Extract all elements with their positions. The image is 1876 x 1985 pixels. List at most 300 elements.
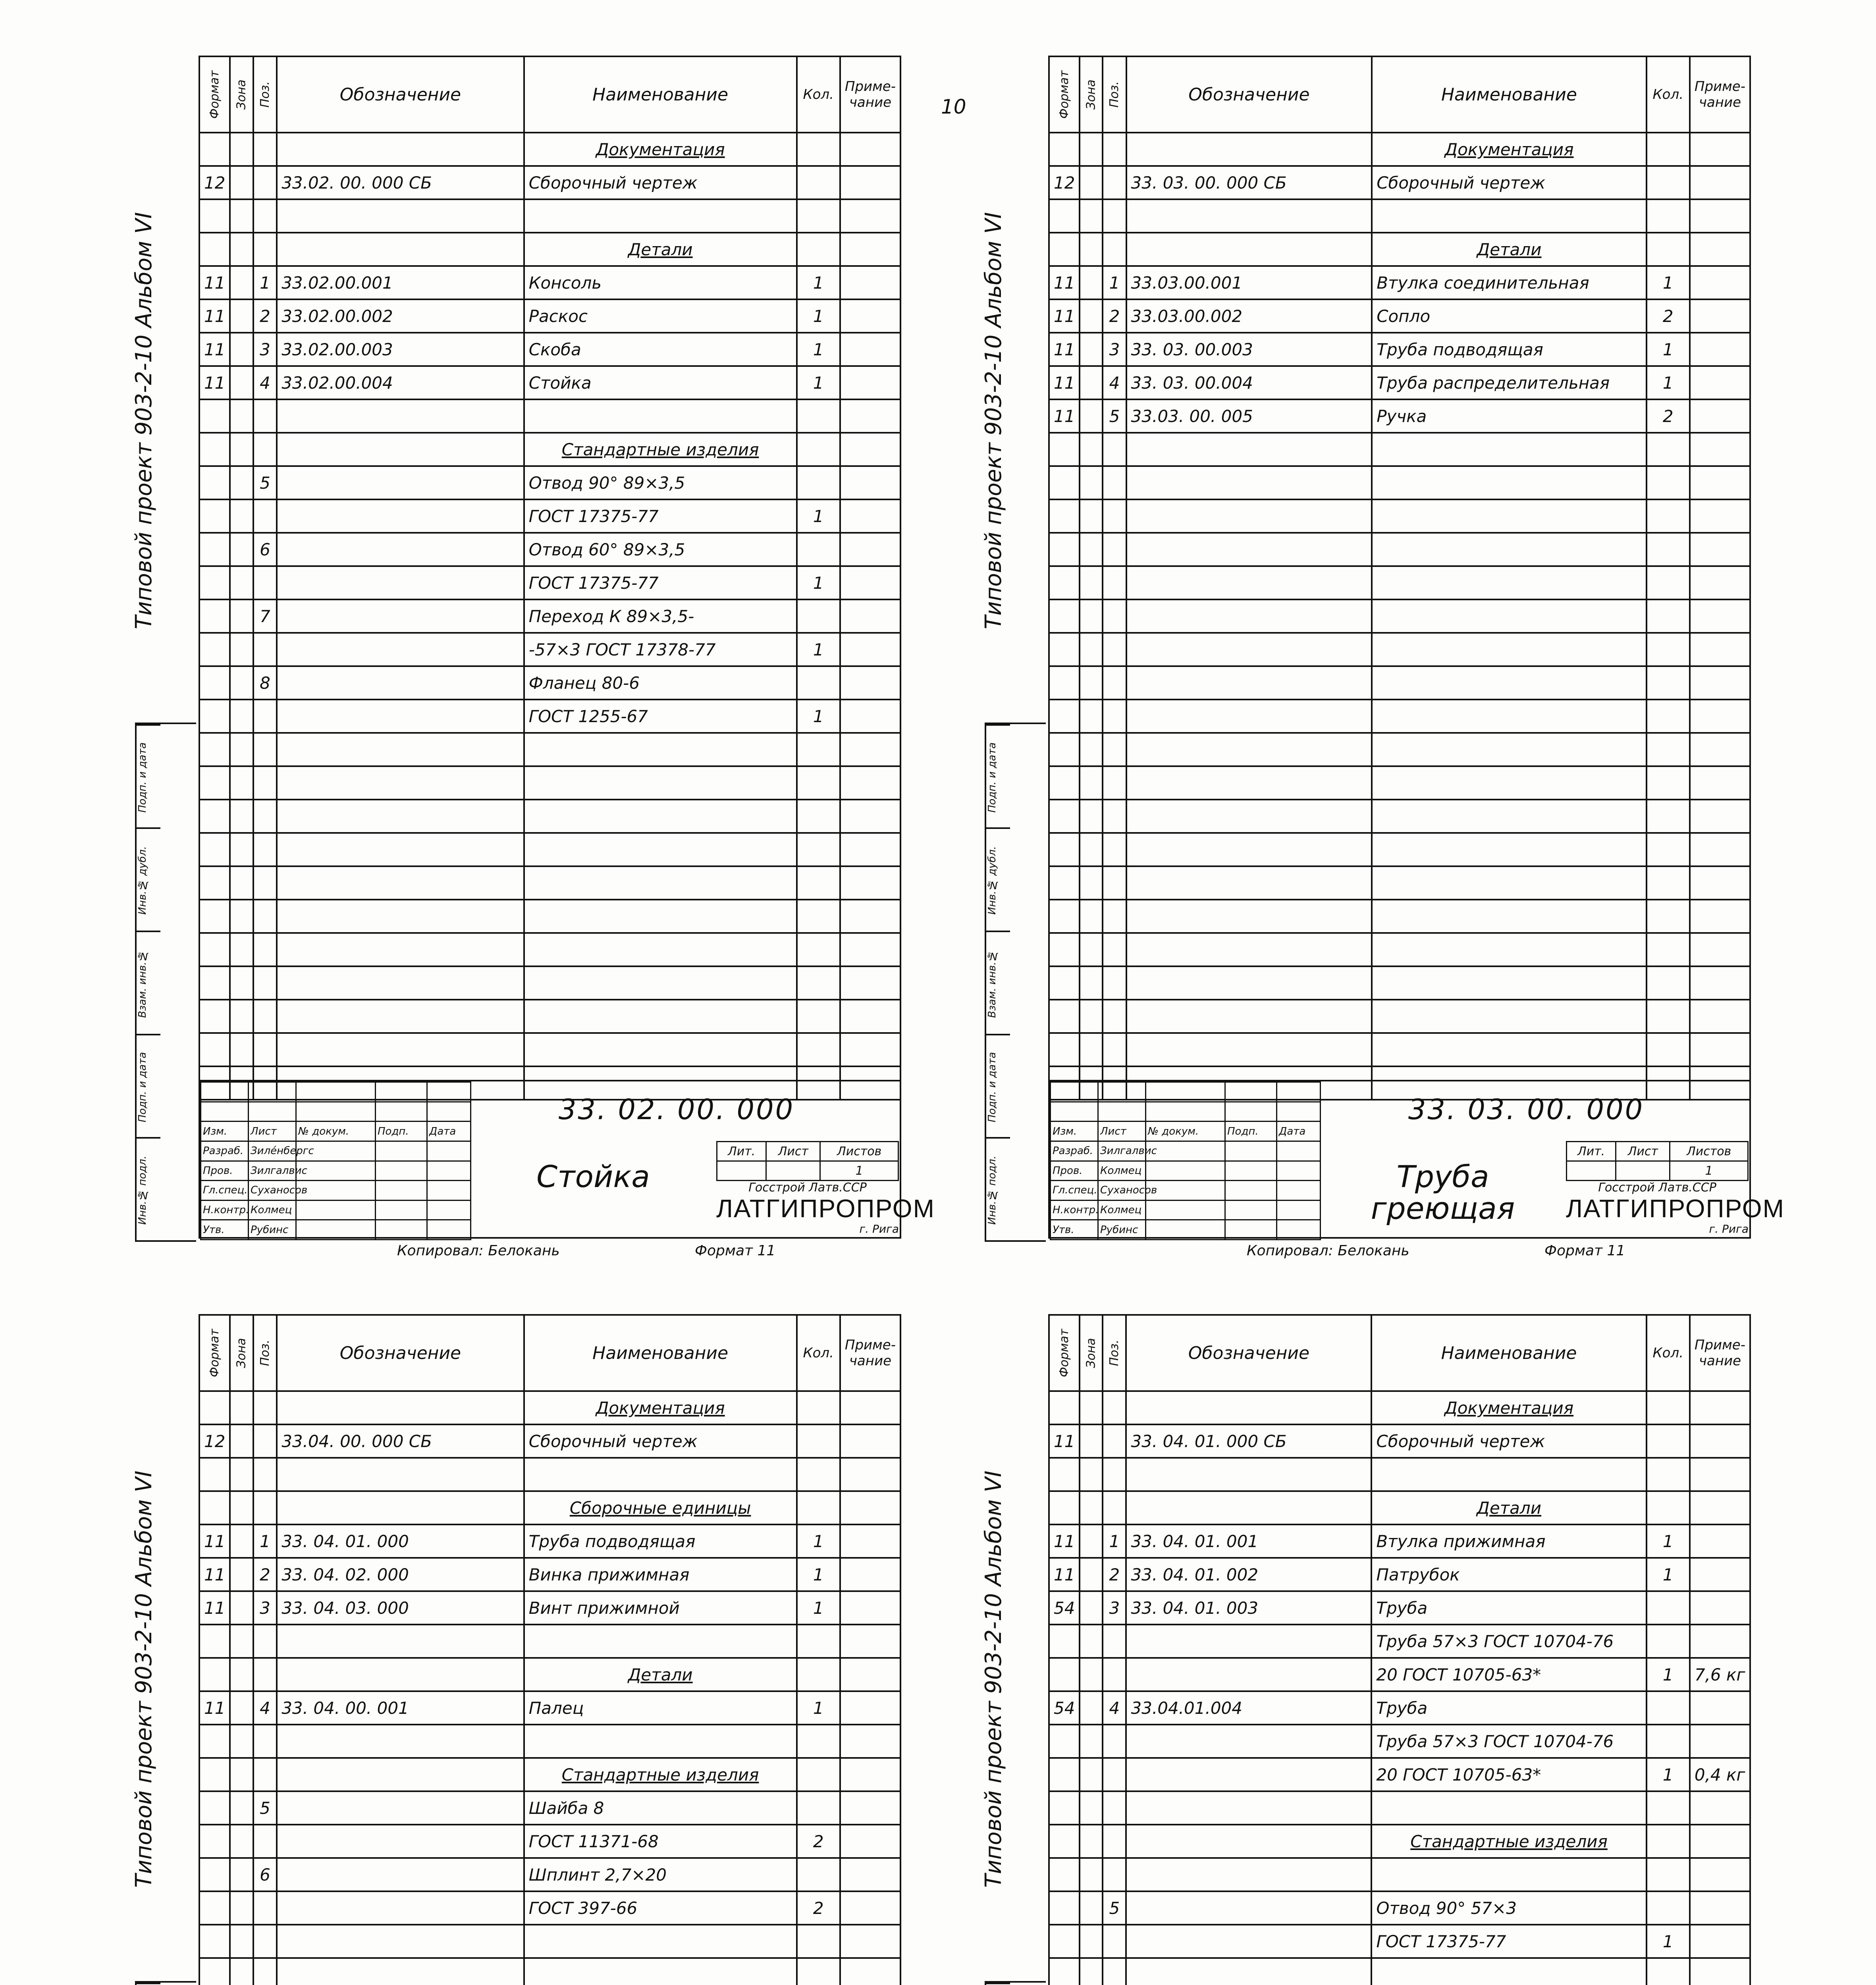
table-row [1049,800,1750,833]
table-row [199,499,900,533]
table-row [1049,566,1750,599]
cell-pos [1103,466,1126,499]
table-row [199,633,900,666]
table-row [199,1658,900,1691]
cell-format [199,733,230,766]
copied-by: Копировал: Белокань [397,1243,560,1259]
cell-qty: 1 [797,633,840,666]
cell-zone [1080,566,1103,599]
title-block-cell [376,1220,427,1240]
title-block-cell [1146,1141,1225,1161]
cell-designation [277,466,524,499]
table-row [1049,599,1750,633]
cell-note [840,1691,900,1725]
cell-name [524,1000,797,1033]
cell-designation [1126,1033,1372,1066]
title-block-cell [1277,1141,1321,1161]
table-row [1049,933,1750,966]
cell-zone [230,1491,253,1524]
title-block-cell [1146,1200,1225,1220]
cell-qty [1647,166,1690,199]
cell-qty: 1 [797,1558,840,1591]
table-row [199,1925,900,1958]
cell-zone [230,1524,253,1558]
cell-designation: 33.03. 00. 005 [1126,399,1372,433]
cell-name: ГОСТ 1255-67 [524,700,797,733]
cell-format: 11 [199,299,230,333]
cell-name: Детали [1372,233,1647,266]
cell-designation [277,233,524,266]
cell-note [840,199,900,233]
side-title: Типовой проект 903-2-10 Альбом VI [981,1470,1006,1888]
table-row [1049,333,1750,366]
table-row [199,1033,900,1066]
side-title: Типовой проект 903-2-10 Альбом VI [131,1470,157,1888]
table-row [199,333,900,366]
table-row [1049,1858,1750,1891]
cell-name [524,399,797,433]
title-block-cell: Зилгалвис [249,1161,296,1181]
table-row [1049,900,1750,933]
cell-pos [1103,1458,1126,1491]
cell-pos [1103,766,1126,800]
cell-format [199,866,230,900]
col-name: Наименование [524,1315,797,1391]
cell-name [524,1958,797,1985]
table-row [1049,466,1750,499]
cell-format [1049,433,1080,466]
cell-zone [1080,333,1103,366]
cell-name: Документация [524,1391,797,1424]
side-stamp [135,723,196,1242]
cell-note [1690,1725,1750,1758]
format-note: Формат 11 [1544,1243,1625,1259]
cell-designation: 33. 03. 00.003 [1126,333,1372,366]
cell-pos [253,233,277,266]
col-name: Наименование [524,56,797,133]
cell-zone [230,433,253,466]
document-code: 33. 02. 00. 000 [558,1093,795,1126]
table-row [1049,1424,1750,1458]
cell-name: Сборочный чертеж [524,1424,797,1458]
table-row [1049,266,1750,299]
cell-designation [1126,1658,1371,1691]
cell-zone [230,900,253,933]
cell-qty [797,233,840,266]
cell-format [1049,1958,1080,1985]
cell-note [840,966,900,1000]
title-block-cell: Гл.спец. [201,1181,249,1201]
table-row [199,1491,900,1524]
cell-format [199,199,230,233]
cell-designation [277,833,524,866]
lit-table: Лит. Лист Листов 1 [716,1141,899,1181]
cell-zone [230,800,253,833]
cell-designation [1126,566,1372,599]
col-format: Формат [199,1315,230,1391]
cell-name [1372,866,1647,900]
table-row [199,366,900,399]
cell-name [1372,733,1647,766]
cell-qty [1647,433,1690,466]
cell-qty [1647,1858,1690,1891]
cell-name [1372,933,1647,966]
cell-note [840,466,900,499]
cell-qty: 1 [797,700,840,733]
cell-note [1690,766,1750,800]
cell-designation [277,1725,524,1758]
cell-qty [797,733,840,766]
cell-qty: 1 [797,1591,840,1625]
cell-format [1049,233,1080,266]
cell-note [840,1558,900,1591]
table-row [199,133,900,166]
cell-qty: 1 [797,499,840,533]
cell-pos [1103,499,1126,533]
cell-designation: 33. 04. 02. 000 [277,1558,524,1591]
cell-note: 0,4 кг [1690,1758,1750,1791]
cell-note [1690,499,1750,533]
cell-pos: 2 [253,299,277,333]
cell-name: Стандартные изделия [1371,1825,1646,1858]
cell-designation [1126,433,1372,466]
table-row [1049,1958,1750,1985]
table-row [199,233,900,266]
col-zone: Зона [230,56,253,133]
cell-zone [230,966,253,1000]
col-note: Приме-чание [840,56,900,133]
cell-qty [797,433,840,466]
title-block-cell [1277,1161,1321,1181]
cell-note [1690,833,1750,866]
cell-qty [797,166,840,199]
cell-zone [1080,233,1103,266]
cell-pos [1103,1625,1126,1658]
cell-note [1690,1424,1750,1458]
cell-format: 11 [1049,299,1080,333]
cell-name [524,1925,797,1958]
cell-pos [1103,1725,1126,1758]
title-block-cell [296,1082,376,1102]
col-pos: Поз. [253,1315,277,1391]
cell-name [1371,1958,1646,1985]
title-block-cell [1277,1102,1321,1122]
cell-qty [1647,1591,1690,1625]
title-block-cell [1225,1220,1277,1240]
cell-zone [230,1958,253,1985]
cell-designation: 33. 04. 01. 003 [1126,1591,1371,1625]
cell-format [199,700,230,733]
cell-pos: 4 [1103,366,1126,399]
table-row [1049,1625,1750,1658]
title-block-cell [296,1102,376,1122]
cell-format [1049,1825,1080,1858]
cell-qty [1647,633,1690,666]
cell-format [199,133,230,166]
cell-format [199,1000,230,1033]
specification-table [199,56,901,1100]
cell-zone [1080,1725,1103,1758]
cell-note [840,266,900,299]
cell-qty [1647,700,1690,733]
title-block-cell: Разраб. [201,1141,249,1161]
cell-designation [277,433,524,466]
specification-sheet [949,56,1785,1259]
col-format: Формат [1049,1315,1080,1391]
table-row [199,599,900,633]
cell-pos: 1 [1103,1524,1126,1558]
col-qty: Кол. [797,1315,840,1391]
cell-name [524,866,797,900]
format-note: Формат 11 [695,1243,776,1259]
cell-note [840,1625,900,1658]
cell-zone [230,566,253,599]
cell-pos: 6 [253,1858,277,1891]
title-block-cell [376,1082,427,1102]
cell-note [1690,1524,1750,1558]
cell-format: 11 [199,1558,230,1591]
cell-zone [1080,1825,1103,1858]
cell-designation [1126,633,1372,666]
cell-name: Фланец 80-6 [524,666,797,700]
cell-pos [253,1958,277,1985]
cell-pos [1103,133,1126,166]
cell-pos [1103,966,1126,1000]
table-row [199,1958,900,1985]
cell-format [199,1658,230,1691]
cell-format [1049,133,1080,166]
table-row [199,833,900,866]
cell-zone [1080,1033,1103,1066]
cell-designation [1126,1791,1371,1825]
cell-pos [1103,900,1126,933]
table-row [199,1858,900,1891]
title-block-grid [1050,1081,1321,1240]
side-stamp-cell: Подп. и дата [986,724,1010,829]
title-block-cell: Суханосов [249,1181,296,1201]
side-title: Типовой проект 903-2-10 Альбом VI [981,212,1006,630]
cell-name: ГОСТ 397-66 [524,1891,797,1925]
cell-format: 11 [1049,1524,1080,1558]
cell-qty [1647,800,1690,833]
cell-designation: 33.04.01.004 [1126,1691,1371,1725]
cell-format: 11 [199,366,230,399]
cell-pos [253,1424,277,1458]
cell-note [1690,1891,1750,1925]
cell-format: 12 [199,166,230,199]
cell-note [840,1958,900,1985]
title-block-cell [427,1220,471,1240]
col-zone: Зона [1080,1315,1103,1391]
cell-qty [1647,1000,1690,1033]
cell-qty [1647,1458,1690,1491]
cell-note [1690,299,1750,333]
specification-sheet [99,1314,901,1985]
side-stamp-cell: Взам. инв.№ [986,931,1010,1035]
cell-note [1690,1558,1750,1591]
document-code: 33. 03. 00. 000 [1408,1093,1645,1126]
cell-pos: 4 [253,1691,277,1725]
cell-note [840,1591,900,1625]
cell-designation [1126,1458,1371,1491]
cell-format [199,1758,230,1791]
cell-qty [797,966,840,1000]
cell-pos [1103,566,1126,599]
cell-name [1371,1858,1646,1891]
cell-zone [1080,1491,1103,1524]
title-block-cell: Утв. [201,1220,249,1240]
table-row [1049,366,1750,399]
cell-name [1372,666,1647,700]
col-name: Наименование [1372,56,1647,133]
cell-designation [277,1958,524,1985]
cell-name [1372,700,1647,733]
cell-note [840,333,900,366]
cell-qty: 1 [797,266,840,299]
cell-pos [253,433,277,466]
col-pos: Поз. [1103,56,1126,133]
cell-designation [1126,1825,1371,1858]
cell-pos [1103,866,1126,900]
table-row [199,166,900,199]
cell-name: Патрубок [1371,1558,1646,1591]
specification-sheet [99,56,935,1259]
cell-note [1690,1825,1750,1858]
title-block-cell: Колмец [249,1200,296,1220]
cell-pos [253,1491,277,1524]
cell-pos [1103,166,1126,199]
cell-pos [1103,199,1126,233]
cell-designation [1126,1725,1371,1758]
cell-format [199,900,230,933]
cell-pos [253,1033,277,1066]
side-margin [99,56,199,1239]
title-block-cell [1051,1082,1098,1102]
table-row [199,966,900,1000]
cell-format [1049,1000,1080,1033]
cell-qty [797,199,840,233]
cell-format [199,1391,230,1424]
table-row [199,533,900,566]
col-qty: Кол. [1647,56,1690,133]
title-block-cell [296,1200,376,1220]
table-row [199,1558,900,1591]
cell-designation [1126,666,1372,700]
cell-note [840,633,900,666]
title-block-cell [1146,1102,1225,1122]
cell-format [1049,700,1080,733]
cell-qty: 1 [797,333,840,366]
cell-zone [1080,900,1103,933]
table-row [199,1000,900,1033]
cell-zone [230,633,253,666]
cell-qty [1647,666,1690,700]
cell-designation [1126,1391,1371,1424]
cell-name: Консоль [524,266,797,299]
title-block-cell: Дата [427,1122,471,1141]
cell-zone [1080,433,1103,466]
cell-pos [253,199,277,233]
cell-name [524,966,797,1000]
cell-note [1690,733,1750,766]
cell-note [1690,1033,1750,1066]
cell-name [524,199,797,233]
cell-pos [1103,433,1126,466]
cell-qty: 1 [1647,266,1690,299]
title-block-cell [1277,1220,1321,1240]
cell-name: Сопло [1372,299,1647,333]
cell-format: 11 [199,333,230,366]
cell-zone [1080,366,1103,399]
cell-designation: 33.03.00.001 [1126,266,1372,299]
table-row [199,199,900,233]
cell-name: Винт прижимной [524,1591,797,1625]
col-zone: Зона [230,1315,253,1391]
title-block-cell: Лист [249,1122,296,1141]
cell-pos: 4 [1103,1691,1126,1725]
table-row [1049,766,1750,800]
cell-format: 11 [1049,1558,1080,1591]
cell-zone [1080,1458,1103,1491]
cell-note [1690,1491,1750,1524]
title-block-cell [201,1102,249,1122]
cell-qty [797,1491,840,1524]
cell-designation [277,199,524,233]
cell-designation [277,900,524,933]
cell-pos [253,1725,277,1758]
cell-qty [797,1725,840,1758]
cell-qty [797,900,840,933]
cell-name: Труба подводящая [524,1524,797,1558]
cell-zone [230,1033,253,1066]
table-row [199,299,900,333]
cell-name [524,833,797,866]
col-qty: Кол. [797,56,840,133]
col-note: Приме-чание [1690,56,1750,133]
cell-designation: 33. 03. 00.004 [1126,366,1372,399]
side-stamp-cell: Инв.№ дубл. [986,827,1010,932]
cell-designation [1126,133,1372,166]
cell-qty [1647,533,1690,566]
cell-qty [797,399,840,433]
cell-note [1690,1458,1750,1491]
cell-zone [230,266,253,299]
cell-name: Втулка соединительная [1372,266,1647,299]
cell-qty: 2 [1647,299,1690,333]
cell-name [524,1725,797,1758]
cell-note [840,1758,900,1791]
cell-qty [797,466,840,499]
cell-qty [1647,1625,1690,1658]
table-row [199,1825,900,1858]
cell-name [1372,433,1647,466]
cell-name [1372,966,1647,1000]
cell-note [1690,599,1750,633]
cell-pos [253,166,277,199]
cell-format [199,633,230,666]
cell-note [1690,1691,1750,1725]
cell-format [199,1625,230,1658]
cell-qty [1647,1424,1690,1458]
cell-name [1372,800,1647,833]
table-row [1049,1000,1750,1033]
cell-zone [1080,1925,1103,1958]
organization: Госстрой Латв.ССР ЛАТГИПРОПРОМ г. Рига [1566,1181,1785,1235]
cell-qty [797,1033,840,1066]
cell-pos [253,800,277,833]
cell-name: ГОСТ 17375-77 [524,499,797,533]
table-row [1049,966,1750,1000]
